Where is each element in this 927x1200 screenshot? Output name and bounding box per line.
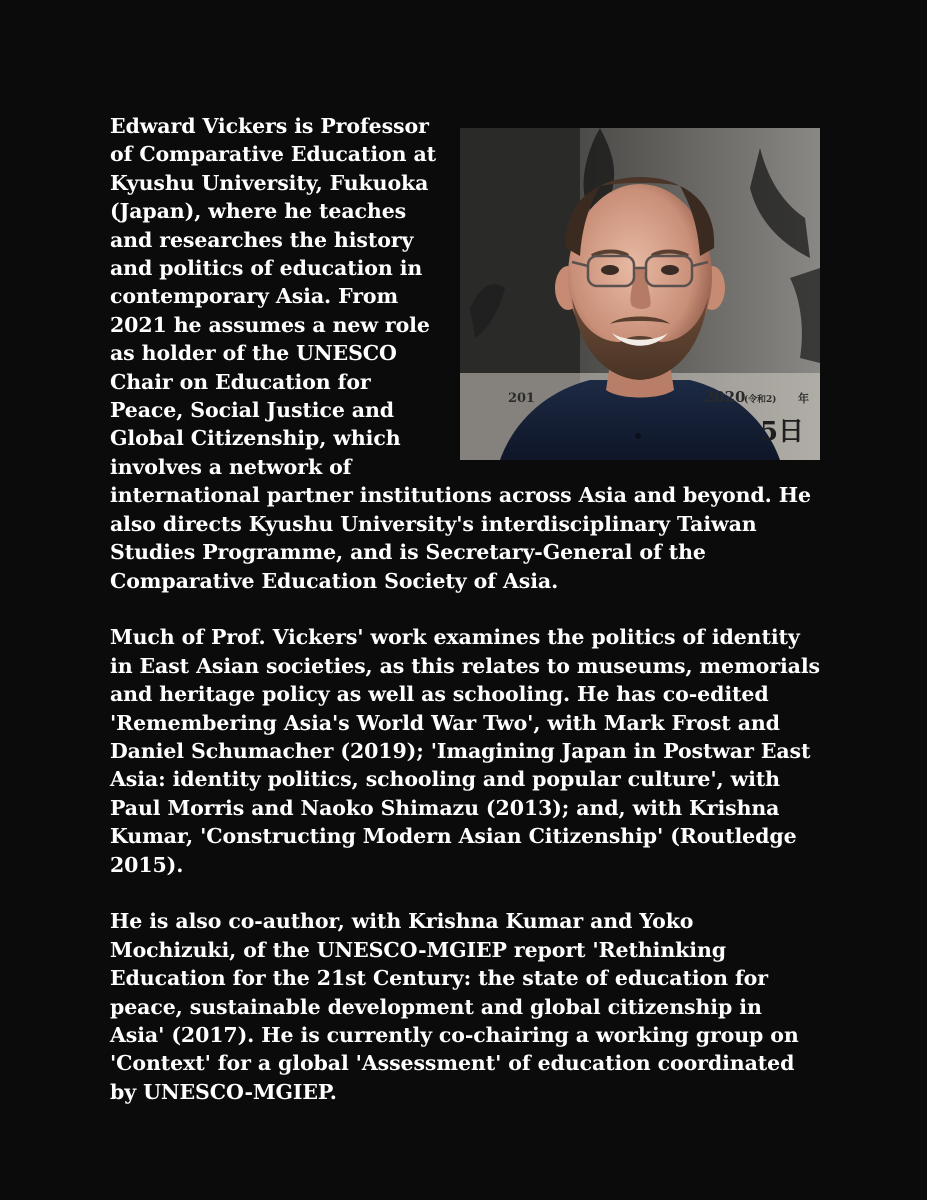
bio-paragraph-3: He is also co-author, with Krishna Kumar and Yoko Mochizuki, of the UNESCO-MGIEP report 'Rethinking Education for the 21st Century: the state of education for peace, sustainable development and global citizenship in Asia' (2017). He is currently co-chairing a working group on 'Context' for a global 'Assessment' of education coordinated by UNESCO-MGIEP. <box>110 909 799 1104</box>
portrait-illustration <box>460 128 820 460</box>
bio-paragraph-1: Edward Vickers is Professor of Comparative Education at Kyushu University, Fukuoka (Japan), where he teaches and researches the history and politics of education in contemporary Asia. From 2021 he assumes a new role as holder of the UNESCO Chair on Education for Peace, Social Justice and Global Citizenship, which involves a network of international partner institutions across Asia and beyond. He also directs Kyushu University's interdisciplinary Taiwan Studies Programme, and is Secretary-General of the Comparative Education Society of Asia. <box>110 114 811 593</box>
portrait-photo <box>460 128 820 460</box>
wall-text-era: (令和2) <box>744 395 777 405</box>
bio-paragraph-2: Much of Prof. Vickers' work examines the politics of identity in East Asian societies, as this relates to museums, memorials and heritage policy as well as schooling. He has co-edited 'Remembering Asia's World War Two', with Mark Frost and Daniel Schumacher (2019); 'Imagining Japan in Postwar East Asia: identity politics, schooling and popular culture', with Paul Morris and Naoko Shimazu (2013); and, with Krishna Kumar, 'Constructing Modern Asian Citizenship' (Routledge 2015). <box>110 625 820 877</box>
wall-text-left: 201 <box>508 391 535 406</box>
wall-text-suffix: 年 <box>798 392 809 405</box>
bio-content <box>110 112 820 1106</box>
wall-text-year: 2020 <box>704 388 746 406</box>
wall-text-date: 5日 <box>760 417 804 447</box>
